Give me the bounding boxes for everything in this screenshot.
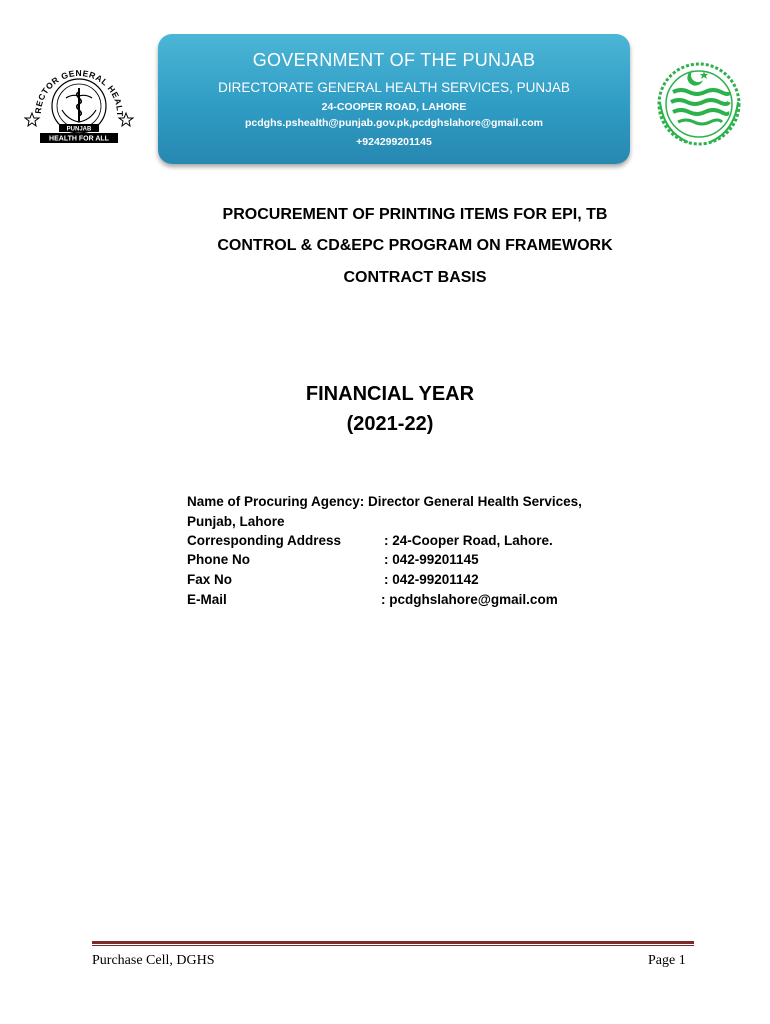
- footer-rule: [92, 941, 694, 944]
- header-phone: +924299201145: [356, 136, 432, 148]
- document-title-line-1: PROCUREMENT OF PRINTING ITEMS FOR EPI, TB: [222, 206, 608, 223]
- director-general-health-seal-icon: [24, 58, 134, 148]
- address-label: Corresponding Address: [187, 533, 342, 548]
- financial-year-value: (2021-22): [346, 413, 434, 435]
- header-emails: pcdghs.pshealth@punjab.gov.pk,pcdghslahore@gmail.com: [245, 117, 543, 129]
- footer-left-text: Purchase Cell, DGHS: [92, 953, 215, 968]
- address-value: : 24-Cooper Road, Lahore.: [384, 533, 553, 548]
- fax-value: : 042-99201142: [384, 572, 479, 587]
- directorate-name: DIRECTORATE GENERAL HEALTH SERVICES, PUNJAB: [218, 80, 570, 95]
- government-title: GOVERNMENT OF THE PUNJAB: [252, 50, 536, 70]
- agency-name-line-2: Punjab, Lahore: [187, 514, 285, 529]
- page-number: Page 1: [648, 953, 686, 968]
- footer-rule-thin: [92, 945, 694, 946]
- fax-label: Fax No: [187, 572, 233, 587]
- seal-band-top: PUNJAB: [66, 126, 92, 133]
- header-banner: [158, 34, 630, 164]
- svg-text:DIRECTOR GENERAL HEALTH: [24, 58, 125, 117]
- agency-name-line-1: Name of Procuring Agency: Director General Health Services,: [187, 494, 582, 509]
- phone-value: : 042-99201145: [384, 552, 479, 567]
- header-address: 24-COOPER ROAD, LAHORE: [321, 101, 467, 113]
- document-title-line-3: CONTRACT BASIS: [343, 269, 487, 286]
- seal-band-bottom: HEALTH FOR ALL: [49, 135, 109, 143]
- seal-arc-text: RECTOR GENERAL HEALT: [32, 67, 126, 117]
- punjab-government-emblem-icon: [646, 58, 752, 148]
- financial-year-label: FINANCIAL YEAR: [305, 383, 475, 405]
- email-value: : pcdghslahore@gmail.com: [381, 592, 558, 607]
- email-label: E-Mail: [187, 592, 227, 607]
- document-title-line-2: CONTROL & CD&EPC PROGRAM ON FRAMEWORK: [217, 237, 613, 254]
- phone-label: Phone No: [187, 552, 250, 567]
